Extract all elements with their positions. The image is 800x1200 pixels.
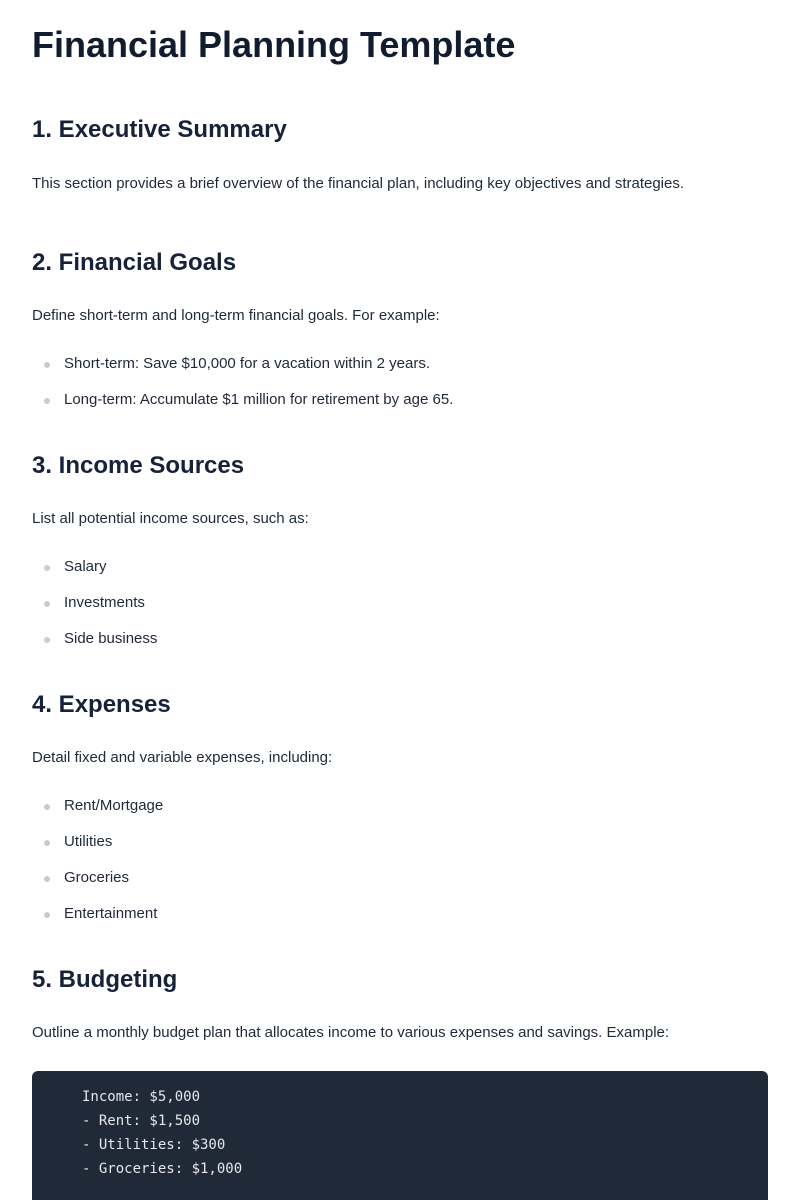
list-item (32, 557, 768, 593)
section-text: List all potential income sources, such as: (32, 510, 309, 527)
code-line: - Groceries: $1,000 (82, 1161, 243, 1177)
section-heading: 5. Budgeting (32, 966, 178, 993)
bullet-icon (44, 398, 50, 404)
list-item (32, 868, 768, 904)
list-item (32, 796, 768, 832)
list-item (32, 593, 768, 629)
page-title: Financial Planning Template (32, 24, 516, 65)
list-item-text: Long-term: Accumulate $1 million for retirement by age 65. (64, 391, 454, 408)
bullet-icon (44, 912, 50, 918)
list-item (32, 390, 768, 426)
bullet-icon (44, 565, 50, 571)
section-expenses (32, 690, 768, 940)
list-item-text: Side business (64, 630, 158, 647)
income-list (32, 557, 768, 665)
list-item-text: Utilities (64, 833, 113, 850)
bullet-icon (44, 362, 50, 368)
section-heading: 4. Expenses (32, 691, 171, 718)
code-line: - Rent: $1,500 (82, 1113, 201, 1129)
section-heading: 3. Income Sources (32, 452, 245, 479)
section-heading: 2. Financial Goals (32, 249, 237, 276)
section-text: Outline a monthly budget plan that allocates income to various expenses and savings. Example: (32, 1024, 670, 1041)
code-line: Income: $5,000 (82, 1089, 201, 1105)
list-item-text: Investments (64, 594, 145, 611)
list-item (32, 832, 768, 868)
section-budgeting (32, 965, 768, 1200)
bullet-icon (44, 601, 50, 607)
section-executive-summary (32, 115, 768, 194)
bullet-icon (44, 637, 50, 643)
section-text: Define short-term and long-term financial goals. For example: (32, 307, 440, 324)
list-item-text: Short-term: Save $10,000 for a vacation within 2 years. (64, 355, 431, 372)
bullet-icon (44, 804, 50, 810)
list-item (32, 354, 768, 390)
budget-code-block (32, 1071, 768, 1200)
goals-list (32, 354, 768, 426)
section-financial-goals (32, 248, 768, 426)
list-item (32, 904, 768, 940)
section-heading: 1. Executive Summary (32, 116, 287, 143)
code-line: - Utilities: $300 (82, 1137, 226, 1153)
list-item-text: Entertainment (64, 905, 158, 922)
section-text: Detail fixed and variable expenses, including: (32, 749, 333, 766)
section-text: This section provides a brief overview of the financial plan, including key objectives and strategies. (32, 175, 685, 192)
list-item-text: Groceries (64, 869, 130, 886)
list-item-text: Salary (64, 558, 107, 575)
list-item (32, 629, 768, 665)
bullet-icon (44, 876, 50, 882)
section-income-sources (32, 451, 768, 665)
expenses-list (32, 796, 768, 940)
bullet-icon (44, 840, 50, 846)
list-item-text: Rent/Mortgage (64, 797, 164, 814)
